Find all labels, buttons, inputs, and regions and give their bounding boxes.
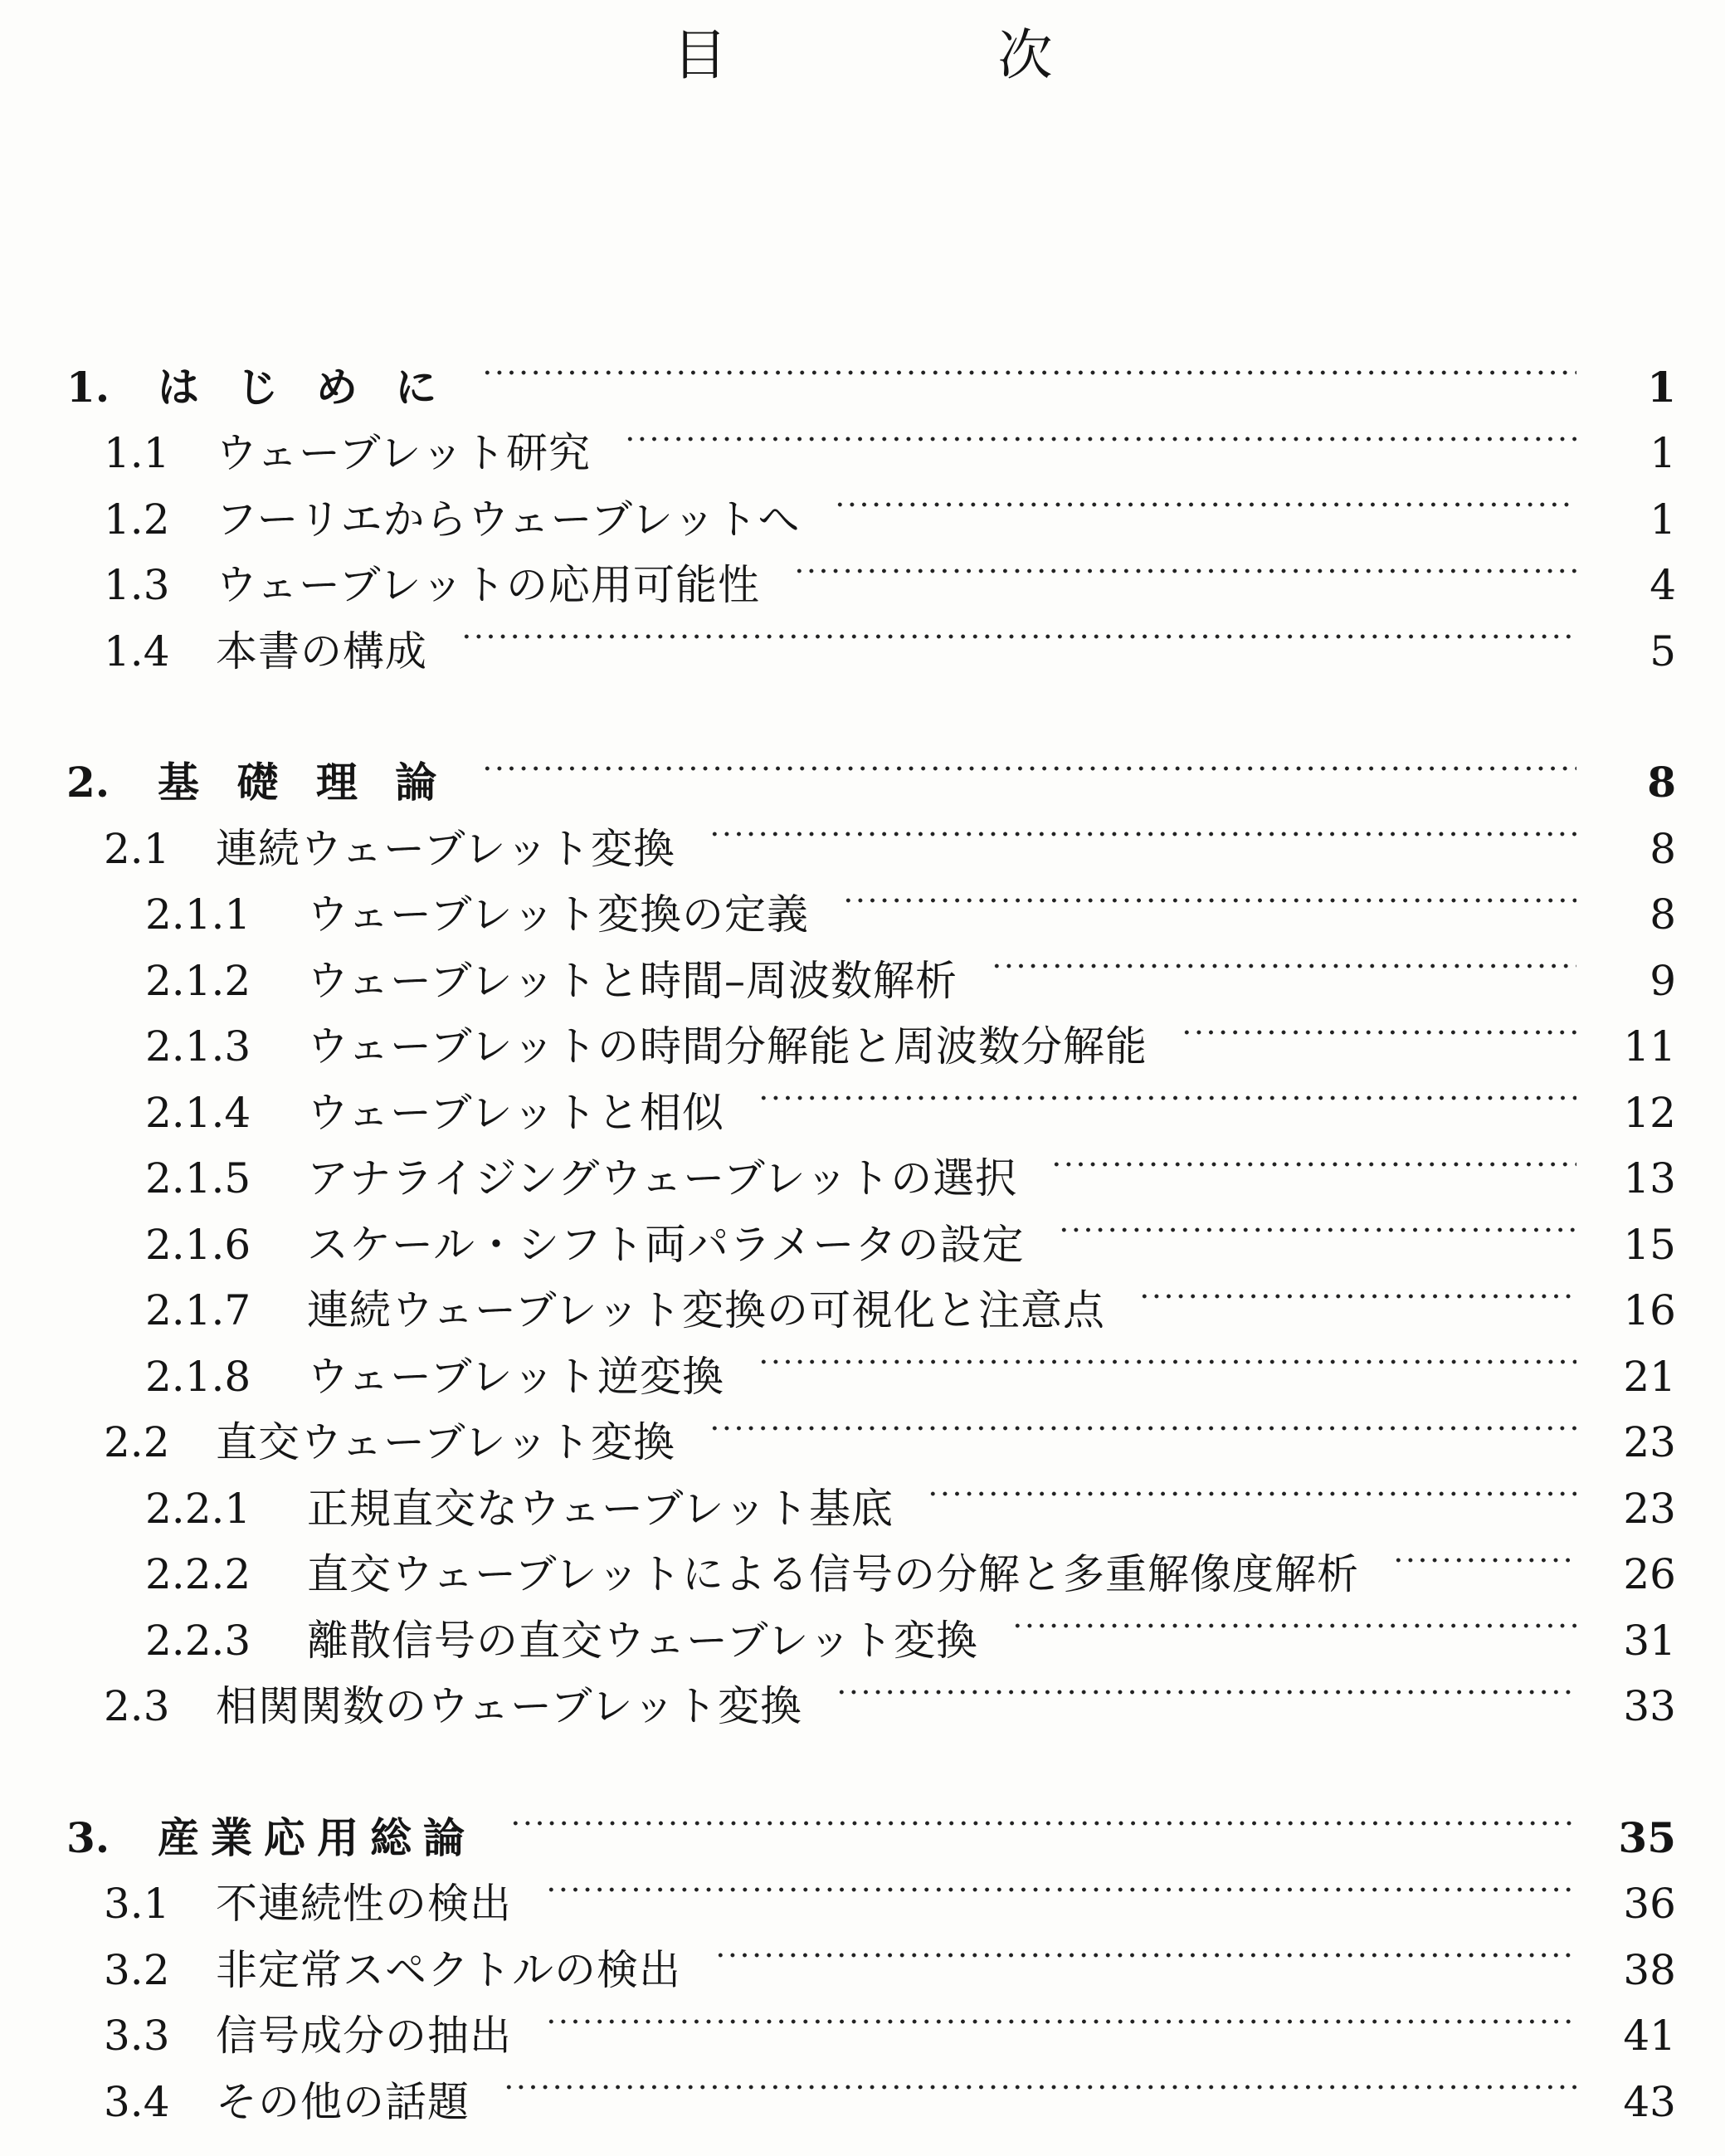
toc-entry-2[interactable] <box>58 731 1676 807</box>
dot-leader <box>758 1061 1576 1127</box>
entry-title: ウェーブレットの応用可能性 <box>216 561 760 609</box>
entry-number: 3. <box>66 1812 110 1862</box>
dot-leader <box>1138 1259 1576 1325</box>
dot-leader <box>834 467 1577 534</box>
entry-number: 2.1.5 <box>145 1154 251 1202</box>
entry-title: 不連続性の検出 <box>216 1880 512 1928</box>
entry-number: 2. <box>66 758 110 807</box>
entry-page: 8 <box>1649 890 1676 939</box>
entry-page: 15 <box>1623 1220 1676 1269</box>
dot-leader <box>1058 1193 1577 1259</box>
entry-page: 13 <box>1623 1154 1676 1202</box>
dot-leader <box>709 797 1576 863</box>
entry-page: 8 <box>1649 824 1676 873</box>
entry-page: 11 <box>1623 1022 1676 1071</box>
entry-page: 1 <box>1649 429 1676 477</box>
entry-number: 1.2 <box>104 495 170 544</box>
toc-entry-1[interactable] <box>58 335 1676 412</box>
entry-title: ウェーブレット研究 <box>216 429 591 477</box>
dot-leader <box>793 534 1576 600</box>
entry-number: 2.1.6 <box>145 1220 251 1269</box>
entry-page: 31 <box>1623 1616 1676 1665</box>
dot-leader <box>709 1391 1576 1457</box>
entry-number: 3.3 <box>104 2012 170 2060</box>
entry-title: は じ め に <box>158 362 449 412</box>
entry-title: 直交ウェーブレット変換 <box>216 1418 675 1466</box>
dot-leader <box>624 402 1576 468</box>
page-title: 目 次 <box>672 23 1161 87</box>
entry-page: 5 <box>1649 627 1676 676</box>
entry-number: 2.1 <box>104 824 170 873</box>
entry-title: 直交ウェーブレットによる信号の分解と多重解像度解析 <box>307 1550 1359 1598</box>
entry-title: 連続ウェーブレット変換 <box>216 824 675 873</box>
entry-title: 相関関数のウェーブレット変換 <box>216 1682 802 1730</box>
dot-leader <box>1011 1588 1576 1655</box>
entry-page: 1 <box>1647 362 1676 412</box>
entry-title: 非定常スペクトルの検出 <box>216 1945 681 1994</box>
entry-title: ウェーブレットの時間分解能と周波数分解能 <box>307 1022 1148 1071</box>
dot-leader <box>481 335 1576 402</box>
entry-title: 離散信号の直交ウェーブレット変換 <box>307 1616 978 1665</box>
entry-title: 産業応用総論 <box>158 1812 476 1862</box>
entry-title: ウェーブレットと時間–周波数解析 <box>307 956 958 1005</box>
dot-leader <box>836 1655 1576 1721</box>
dot-leader <box>1050 1127 1576 1193</box>
entry-page: 26 <box>1623 1550 1676 1598</box>
entry-title: ウェーブレット逆変換 <box>307 1352 724 1401</box>
entry-number: 1.1 <box>104 429 170 477</box>
entry-page: 35 <box>1618 1812 1676 1862</box>
dot-leader <box>509 1786 1576 1852</box>
entry-number: 2.1.4 <box>145 1088 251 1137</box>
entry-page: 23 <box>1623 1484 1676 1533</box>
entry-number: 1.4 <box>104 627 170 676</box>
entry-number: 2.1.8 <box>145 1352 251 1401</box>
entry-page: 4 <box>1649 561 1676 609</box>
dot-leader <box>1181 995 1576 1061</box>
entry-title: 信号成分の抽出 <box>216 2012 512 2060</box>
entry-title: 本書の構成 <box>216 627 427 676</box>
entry-number: 2.2.1 <box>145 1484 251 1533</box>
entry-page: 36 <box>1623 1880 1676 1928</box>
dot-leader <box>758 1324 1576 1391</box>
entry-number: 2.2.3 <box>145 1616 251 1665</box>
entry-title: ウェーブレットと相似 <box>307 1088 724 1137</box>
entry-number: 2.3 <box>104 1682 170 1730</box>
entry-page: 33 <box>1623 1682 1676 1730</box>
entry-page: 41 <box>1623 2012 1676 2060</box>
entry-number: 1.3 <box>104 561 170 609</box>
toc-entry-3[interactable] <box>58 1786 1676 1862</box>
entry-number: 2.2.2 <box>145 1550 251 1598</box>
entry-title: その他の話題 <box>216 2077 470 2126</box>
entry-page: 12 <box>1623 1088 1676 1137</box>
entry-title: スケール・シフト両パラメータの設定 <box>307 1220 1025 1269</box>
entry-title: フーリエからウェーブレットへ <box>216 495 801 544</box>
entry-page: 43 <box>1623 2077 1676 2126</box>
entry-page: 9 <box>1649 956 1676 1005</box>
entry-title: ウェーブレット変換の定義 <box>307 890 809 939</box>
entry-number: 3.2 <box>104 1945 170 1994</box>
entry-page: 16 <box>1623 1286 1676 1334</box>
entry-number: 3.4 <box>104 2077 170 2126</box>
entry-title: アナライジングウェーブレットの選択 <box>307 1154 1018 1202</box>
entry-page: 38 <box>1623 1945 1676 1994</box>
entry-number: 2.2 <box>104 1418 170 1466</box>
dot-leader <box>714 1918 1576 1984</box>
entry-page: 21 <box>1623 1352 1676 1401</box>
entry-number: 2.1.3 <box>145 1022 251 1071</box>
dot-leader <box>545 1852 1576 1919</box>
dot-leader <box>545 1984 1576 2051</box>
entry-number: 2.1.7 <box>145 1286 251 1334</box>
entry-page: 8 <box>1647 758 1676 807</box>
dot-leader <box>1392 1523 1576 1589</box>
entry-number: 1. <box>66 362 110 412</box>
dot-leader <box>927 1456 1576 1523</box>
dot-leader <box>991 929 1576 995</box>
dot-leader <box>460 599 1576 666</box>
entry-page: 1 <box>1649 495 1676 544</box>
dot-leader <box>842 863 1576 929</box>
entry-title: 基 礎 理 論 <box>158 758 449 807</box>
entry-number: 2.1.1 <box>145 890 251 939</box>
entry-title: 連続ウェーブレット変換の可視化と注意点 <box>307 1286 1105 1334</box>
table-of-contents <box>58 335 1676 2126</box>
dot-leader <box>503 2050 1576 2116</box>
entry-number: 3.1 <box>104 1880 170 1928</box>
entry-page: 23 <box>1623 1418 1676 1466</box>
entry-number: 2.1.2 <box>145 956 251 1005</box>
dot-leader <box>481 731 1576 798</box>
entry-title: 正規直交なウェーブレット基底 <box>307 1484 894 1533</box>
